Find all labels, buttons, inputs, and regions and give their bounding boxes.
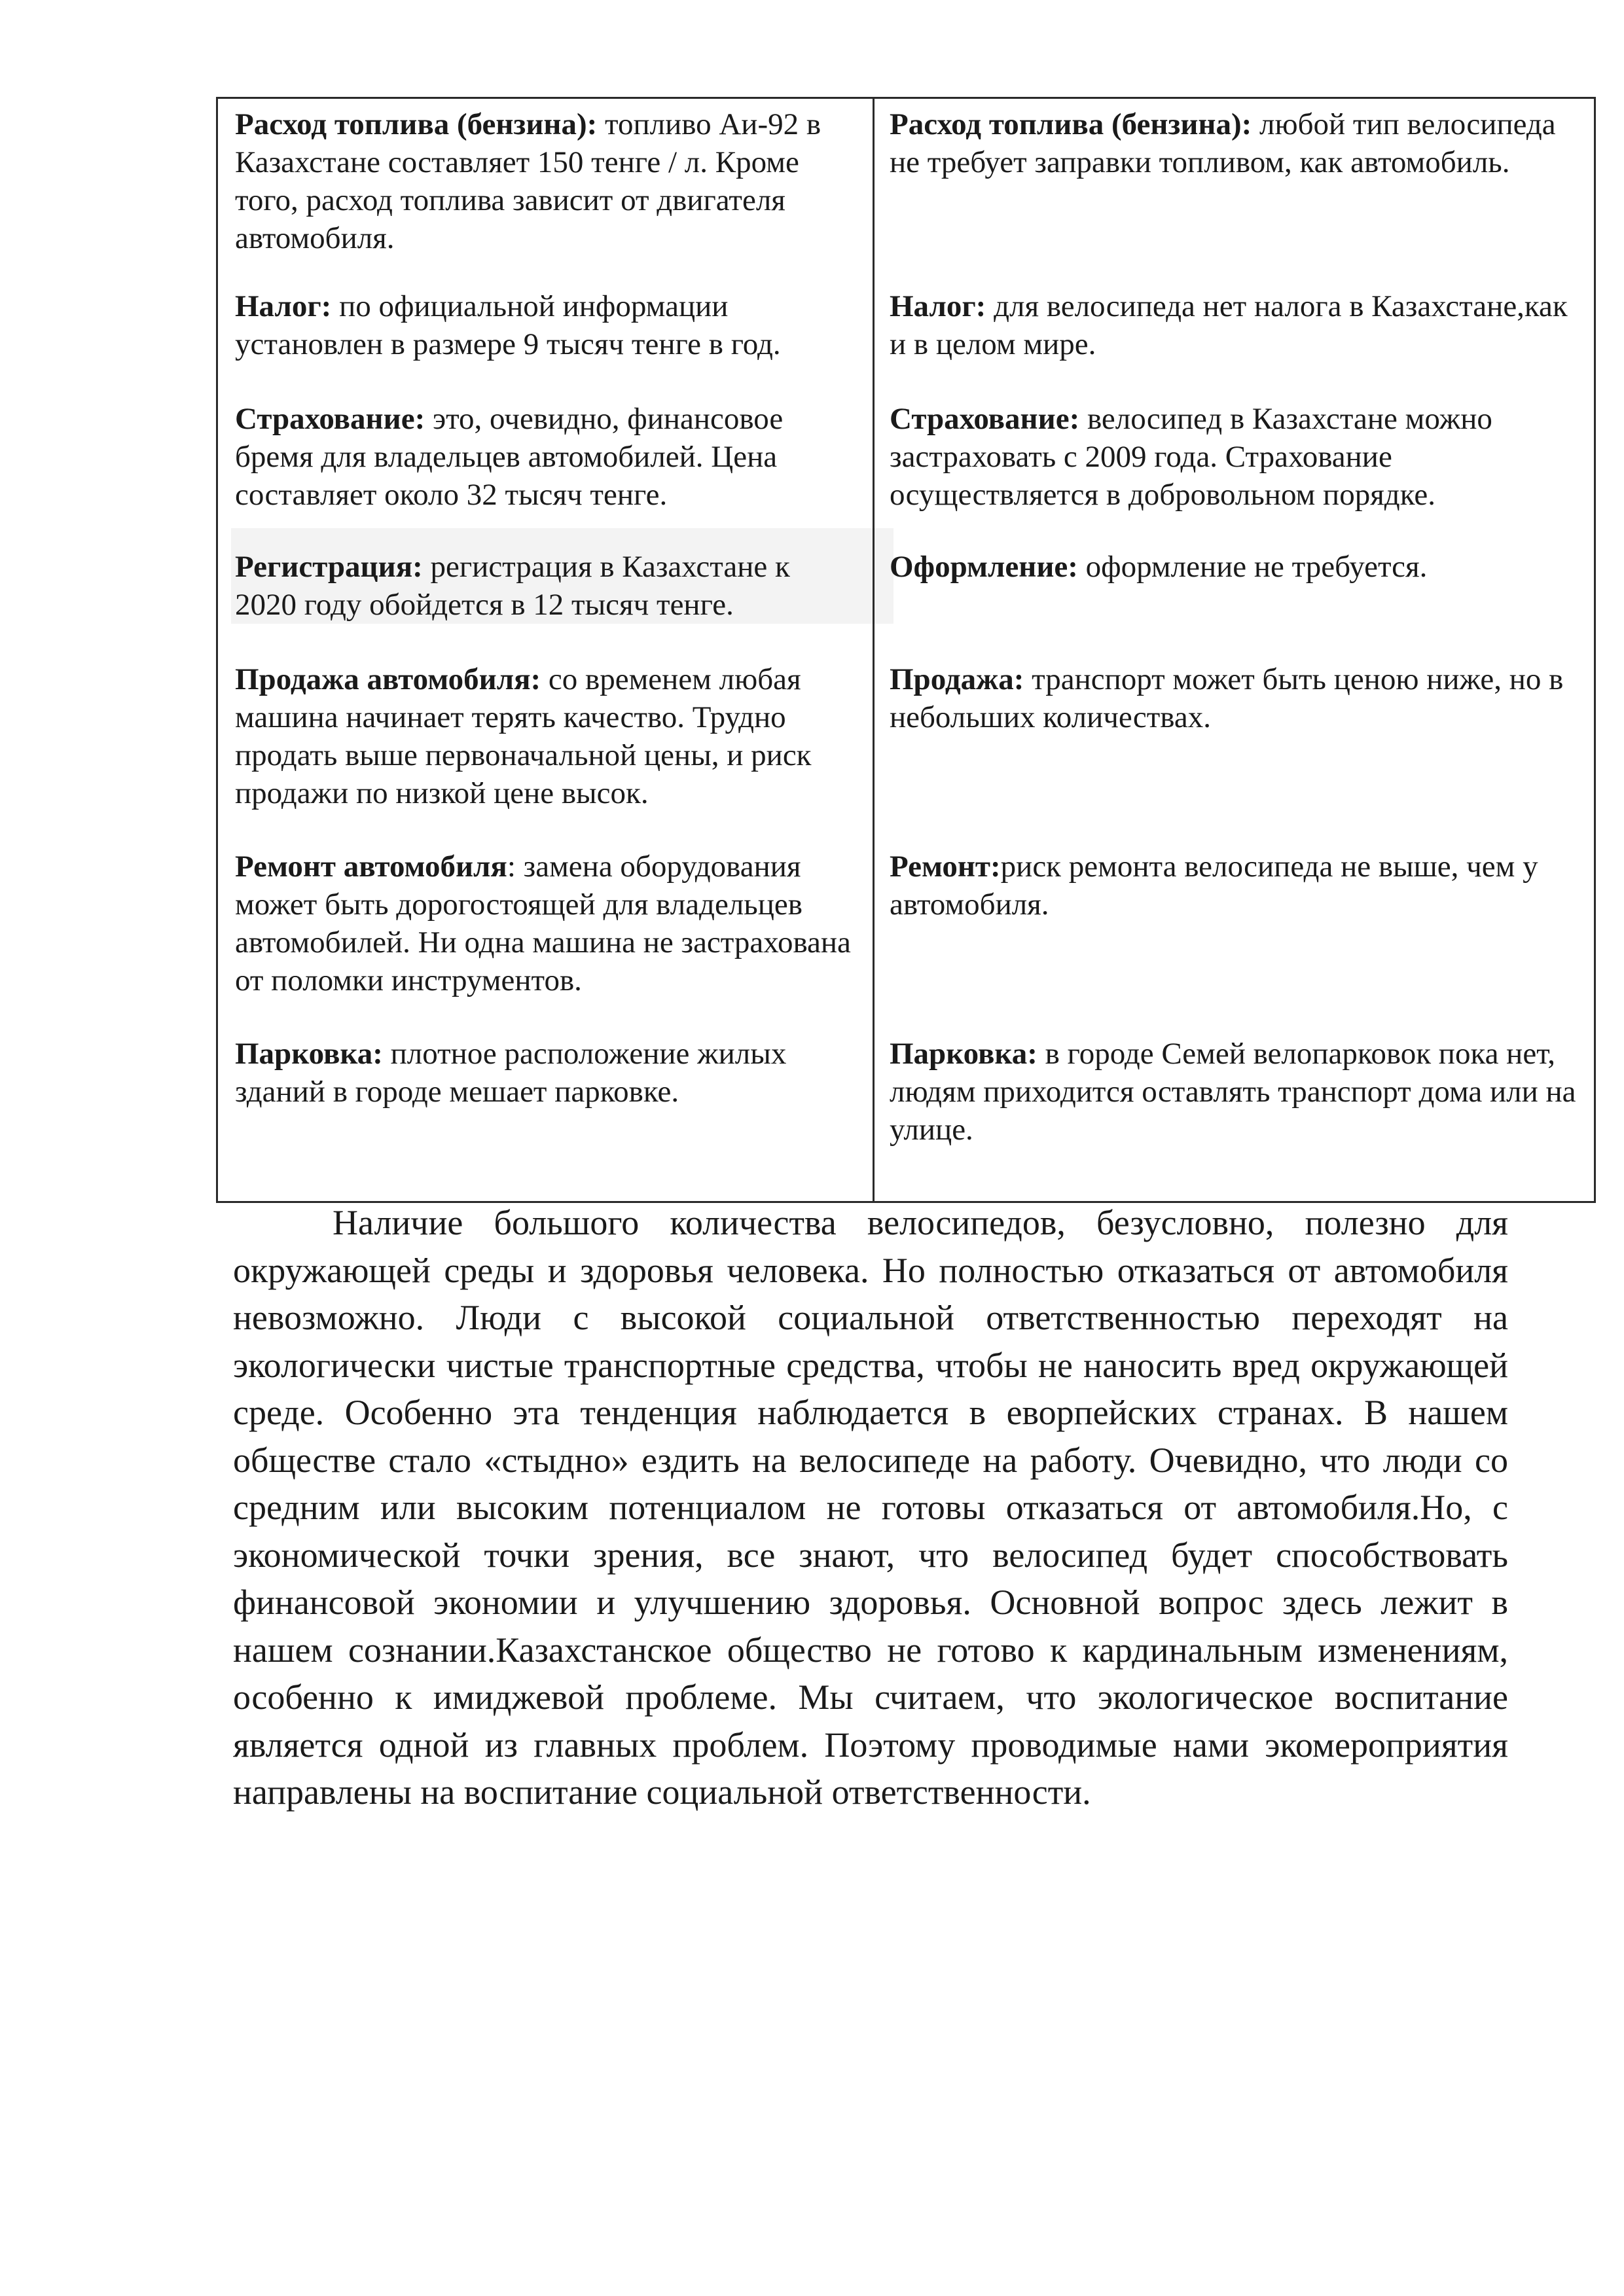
- car-registration-entry: Регистрация: регистрация в Казахстане к 2020 году обойдется в 12 тысяч тенге.: [235, 550, 790, 622]
- bicycle-insurance-entry: Страхование: велосипед в Казахстане можно застраховать с 2009 года. Страхование осуществляется в добровольном порядке.: [890, 402, 1492, 512]
- car-fuel-entry: Расход топлива (бензина): топливо Аи-92 в Казахстане составляет 150 тенге / л. Кроме того, расход топлива зависит от двигателя автомобиля.: [235, 107, 821, 255]
- comparison-table: [216, 97, 1596, 1203]
- bicycle-fuel-entry: Расход топлива (бензина): любой тип велосипеда не требует заправки топливом, как автомобиль.: [890, 107, 1556, 179]
- conclusion-paragraph: Наличие большого количества велосипедов, безусловно, полезно для окружающей среды и здоровья человека. Но полностью отказаться от автомобиля невозможно. Люди с высокой социальной ответственностью переходят на экологически чистые транспортные средства, чтобы не наносить вред окружающей среде. Особенно эта тенденция наблюдается в еворпейских странах. В нашем обществе стало «стыдно» ездить на велосипеде на работу. Очевидно, что люди со средним или высоким потенциалом не готовы отказаться от автомобиля.Но, с экономической точки зрения, все знают, что велосипед будет способствовать финансовой экономии и улучшению здоровья. Основной вопрос здесь лежит в нашем сознании.Казахстанское общество не готово к кардинальным изменениям, особенно к имиджевой проблеме. Мы считаем, что экологическое воспитание является одной из главных проблем. Поэтому проводимые нами экомероприятия направлены на воспитание социальной ответственности.: [233, 1203, 1508, 1812]
- car-insurance-entry: Страхование: это, очевидно, финансовое бремя для владельцев автомобилей. Цена составляет около 32 тысяч тенге.: [235, 402, 784, 512]
- car-repair-entry: Ремонт автомобиля: замена оборудования может быть дорогостоящей для владельцев автомобилей. Ни одна машина не застрахована от поломки инструментов.: [235, 850, 851, 997]
- bicycle-registration-entry: Оформление: оформление не требуется.: [890, 550, 1428, 584]
- bicycle-tax-entry: Налог: для велосипеда нет налога в Казахстане,как и в целом мире.: [890, 289, 1568, 361]
- bicycle-parking-entry: Парковка: в городе Семей велопарковок пока нет, людям приходится оставлять транспорт дома или на улице.: [890, 1037, 1576, 1147]
- car-tax-entry: Налог: по официальной информации установлен в размере 9 тысяч тенге в год.: [235, 289, 781, 361]
- bicycle-sale-entry: Продажа: транспорт может быть ценою ниже, но в небольших количествах.: [890, 662, 1564, 734]
- car-parking-entry: Парковка: плотное расположение жилых зданий в городе мешает парковке.: [235, 1037, 787, 1109]
- car-sale-entry: Продажа автомобиля: со временем любая машина начинает терять качество. Трудно продать выше первоначальной цены, и риск продажи по низкой цене высок.: [235, 662, 812, 810]
- bicycle-repair-entry: Ремонт:риск ремонта велосипеда не выше, чем у автомобиля.: [890, 850, 1538, 922]
- column-divider: [873, 99, 875, 1201]
